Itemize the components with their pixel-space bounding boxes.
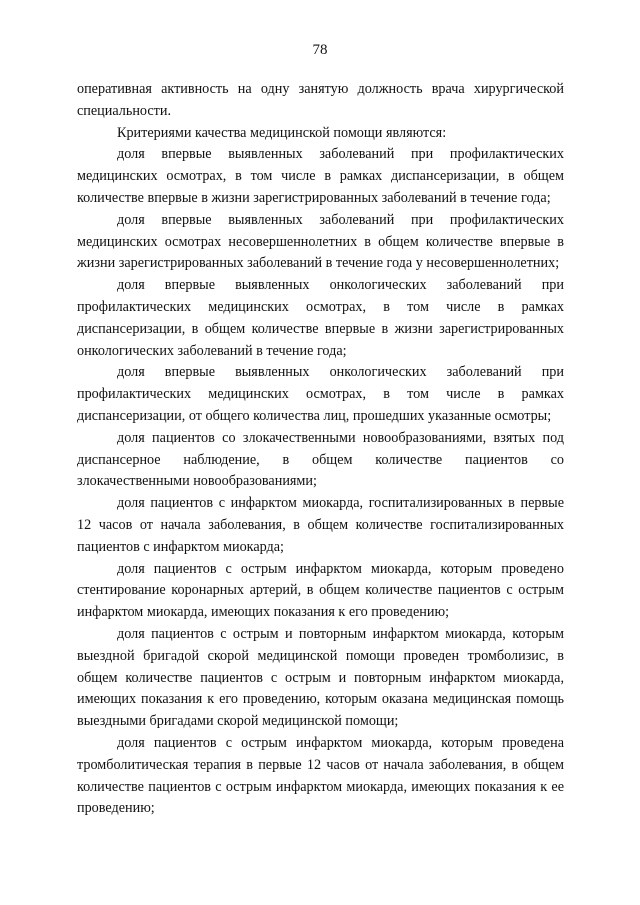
criterion-item: доля впервые выявленных заболеваний при профилактических медицинских осмотрах, в том числе в рамках диспансеризации, в общем количестве впервые в жизни зарегистрированных заболеваний в течение года;	[77, 146, 564, 206]
paragraph-continuation: оперативная активность на одну занятую должность врача хирургической специальности.	[77, 81, 564, 119]
criterion-item: доля впервые выявленных онкологических заболеваний при профилактических медицинских осмотрах, в том числе в рамках диспансеризации, от общего количества лиц, прошедших указанные осмотры;	[77, 364, 564, 424]
criterion-item: доля впервые выявленных онкологических заболеваний при профилактических медицинских осмотрах, в том числе в рамках диспансеризации, в общем количестве впервые в жизни зарегистрированных онкологических заболеваний в течение года;	[77, 277, 564, 359]
criterion-item: доля пациентов с острым инфарктом миокарда, которым проведено стентирование коронарных артерий, в общем количестве пациентов с острым инфарктом миокарда, имеющих показания к его проведению;	[77, 560, 564, 621]
criterion-item: доля впервые выявленных заболеваний при профилактических медицинских осмотрах несовершеннолетних в общем количестве впервые в жизни зарегистрированных заболеваний в течение года у несовершеннолетних;	[77, 211, 564, 272]
document-body	[77, 79, 564, 820]
criterion-item: доля пациентов со злокачественными новообразованиями, взятых под диспансерное наблюдение, в общем количестве пациентов со злокачественными новообразованиями;	[77, 429, 564, 490]
paragraph-criteria-intro: Критериями качества медицинской помощи являются:	[117, 124, 447, 141]
criterion-item: доля пациентов с инфарктом миокарда, госпитализированных в первые 12 часов от начала заболевания, в общем количестве госпитализированных пациентов с инфарктом миокарда;	[77, 495, 564, 555]
criterion-item: доля пациентов с острым и повторным инфарктом миокарда, которым выездной бригадой скорой медицинской помощи проведен тромболизис, в общем количестве пациентов с острым и повторным инфарктом миокарда, имеющих показания к его проведению, которым оказана медицинская помощь выездными бригадами скорой медицинской помощи;	[77, 625, 564, 730]
criterion-item: доля пациентов с острым инфарктом миокарда, которым проведена тромболитическая терапия в первые 12 часов от начала заболевания, в общем количестве пациентов с острым инфарктом миокарда, имеющих показания к ее проведению;	[77, 734, 564, 817]
page-number: 78	[312, 42, 328, 58]
